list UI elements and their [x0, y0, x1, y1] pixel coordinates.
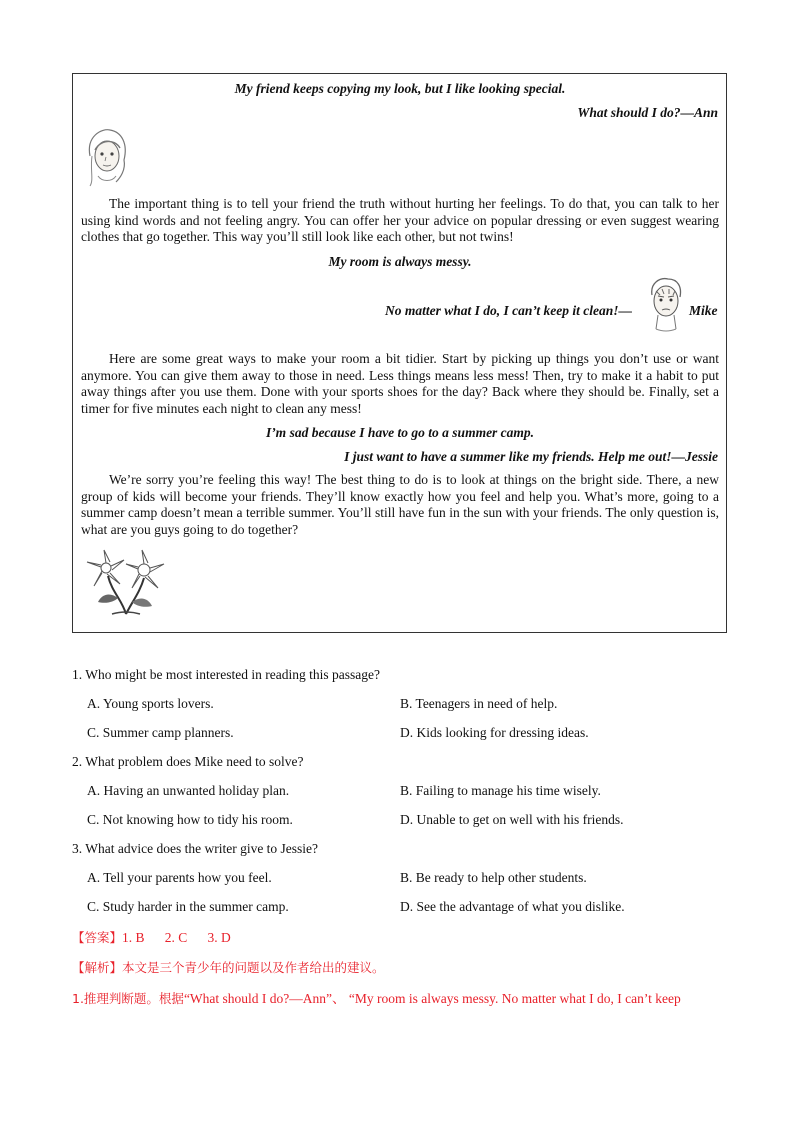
- jessie-title: I’m sad because I have to go to a summer camp.: [265, 425, 535, 440]
- q3-option-d[interactable]: D. See the advantage of what you dislike.: [400, 899, 625, 914]
- q3-option-c[interactable]: C. Study harder in the summer camp.: [87, 899, 289, 914]
- ann-answer: The important thing is to tell your friend the truth without hurting her feelings. To do that, you can talk to her using kind words and not feeling angry. You can offer her your advice on popular dressing or even suggest wearing clothes that go together. This way you’ll still look like each other, but not twins!: [81, 196, 719, 245]
- q2-option-b[interactable]: B. Failing to manage his time wisely.: [400, 783, 601, 798]
- mike-title: My room is always messy.: [328, 254, 472, 269]
- mike-line: No matter what I do, I can’t keep it clean!—: [385, 303, 632, 318]
- answer-values: 1. B 2. C 3. D: [122, 930, 231, 945]
- analysis-label: 【解析】: [72, 960, 123, 975]
- q1-option-b[interactable]: B. Teenagers in need of help.: [400, 696, 558, 711]
- analysis-text: 本文是三个青少年的问题以及作者给出的建议。: [122, 960, 385, 975]
- q2-option-a[interactable]: A. Having an unwanted holiday plan.: [87, 783, 290, 798]
- q3-option-b[interactable]: B. Be ready to help other students.: [400, 870, 587, 885]
- q1-option-c[interactable]: C. Summer camp planners.: [87, 725, 234, 740]
- analysis-detail-1: [72, 987, 681, 1007]
- ann-title: My friend keeps copying my look, but I like looking special.: [234, 81, 566, 96]
- girl-sketch-icon: [80, 126, 134, 188]
- ann-signature: What should I do?—Ann: [577, 105, 718, 120]
- q1-option-d[interactable]: D. Kids looking for dressing ideas.: [400, 725, 589, 740]
- analysis-line: [72, 958, 385, 976]
- analysis-detail-en: “What should I do?—Ann”、 “My room is always messy. No matter what I do, I can’t keep: [183, 991, 681, 1006]
- question-1-stem: 1. Who might be most interested in reading this passage?: [72, 667, 380, 682]
- flower-sketch-icon: [82, 546, 168, 618]
- analysis-detail-cn: 1.推理判断题。根据: [72, 991, 184, 1006]
- q2-option-d[interactable]: D. Unable to get on well with his friends.: [400, 812, 624, 827]
- jessie-answer: We’re sorry you’re feeling this way! The best thing to do is to look at things on the bright side. There, a new group of kids will become your friends. They’ll know exactly how you feel and help you. What’s more, going to a summer camp doesn’t mean a terrible summer. You’ll still have fun in the sun with your friends. The only question is, what are you guys going to do together?: [81, 472, 719, 537]
- mike-name: Mike: [689, 303, 718, 318]
- answer-line: [72, 928, 231, 946]
- jessie-line: I just want to have a summer like my friends. Help me out!—Jessie: [344, 449, 718, 464]
- boy-sketch-icon: [644, 277, 686, 335]
- question-3-stem: 3. What advice does the writer give to Jessie?: [72, 841, 319, 856]
- q3-option-a[interactable]: A. Tell your parents how you feel.: [87, 870, 272, 885]
- q1-option-a[interactable]: A. Young sports lovers.: [87, 696, 214, 711]
- q2-option-c[interactable]: C. Not knowing how to tidy his room.: [87, 812, 293, 827]
- mike-answer: Here are some great ways to make your room a bit tidier. Start by picking up things you don’t use or want anymore. You can give them away to those in need. Less things means less mess! Then, try to make it a habit to put away things after you use them. Done with your sports shoes for the day? Back where they should be. Finally, set a timer for five minutes each night to clean any mess!: [81, 351, 719, 416]
- question-2-stem: 2. What problem does Mike need to solve?: [72, 754, 304, 769]
- answer-label: 【答案】: [72, 930, 123, 945]
